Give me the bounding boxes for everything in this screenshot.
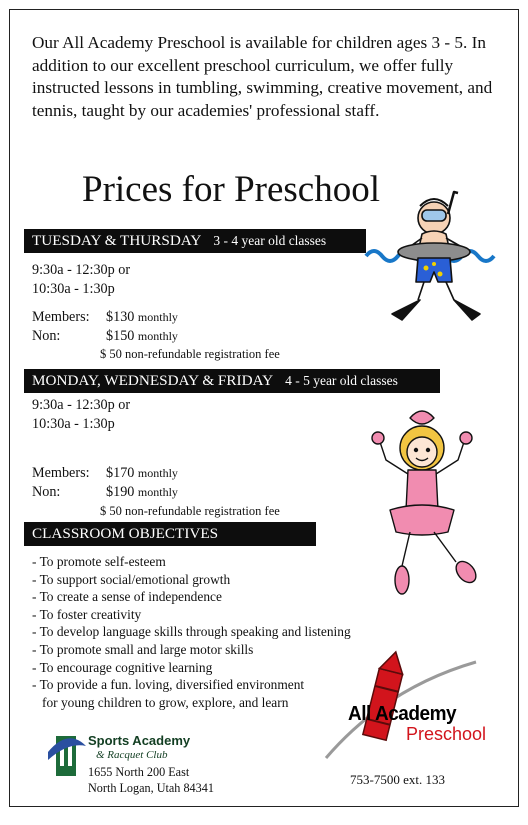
sports-academy-subtitle: & Racquet Club	[96, 749, 168, 761]
section1-heading: TUESDAY & THURSDAY	[32, 232, 202, 249]
snorkel-boy-illustration	[364, 188, 504, 338]
list-item: - To provide a fun. loving, diversified environment	[32, 677, 305, 693]
section1-heading-bar	[24, 229, 366, 253]
list-item: for young children to grow, explore, and learn	[42, 694, 289, 710]
section2-subheading: 4 - 5 year old classes	[285, 373, 398, 388]
objectives-heading-bar	[24, 522, 316, 546]
section2-heading-bar	[24, 369, 440, 393]
section2-heading: MONDAY, WEDNESDAY & FRIDAY	[32, 372, 274, 389]
section1-subheading: 3 - 4 year old classes	[213, 233, 327, 248]
section1-time2: 10:30a - 1:30p	[32, 281, 115, 297]
ballerina-girl-illustration	[350, 400, 500, 615]
list-item: - To encourage cognitive learning	[32, 659, 213, 675]
section1-non-period: monthly	[137, 329, 178, 343]
section2-time1: 9:30a - 12:30p or	[32, 397, 131, 413]
address-line1: 1655 North 200 East	[88, 765, 190, 779]
address	[88, 764, 214, 796]
page-title: Prices for Preschool	[82, 169, 380, 210]
sports-academy-logo	[46, 722, 86, 782]
section2-members-price	[106, 464, 178, 483]
section1-fee: $ 50 non-refundable registration fee	[100, 347, 280, 361]
section2-non-amount: $190	[106, 484, 135, 500]
brand-name: All Academy	[348, 703, 457, 725]
section2-members-period: monthly	[137, 466, 178, 480]
section1-non-amount: $150	[106, 328, 135, 344]
section2-non-period: monthly	[137, 485, 178, 499]
list-item: - To create a sense of independence	[32, 589, 222, 605]
section1-non-label: Non:	[32, 328, 61, 344]
objectives-heading: CLASSROOM OBJECTIVES	[32, 525, 219, 542]
section1-members-label: Members:	[32, 309, 90, 325]
list-item: - To foster creativity	[32, 606, 142, 622]
section1-time1: 9:30a - 12:30p or	[32, 262, 131, 278]
section2-members-amount: $170	[106, 465, 135, 481]
section1-members-price	[106, 308, 178, 327]
list-item: - To promote small and large motor skills	[32, 641, 254, 657]
section1-members-amount: $130	[106, 309, 135, 325]
section1-members-period: monthly	[137, 310, 178, 324]
phone-number: 753-7500 ext. 133	[350, 772, 445, 787]
section1-non-price	[106, 327, 178, 346]
list-item: - To promote self-esteem	[32, 554, 166, 569]
list-item: - To develop language skills through speaking and listening	[32, 624, 351, 640]
section2-members-label: Members:	[32, 465, 90, 481]
list-item: - To support social/emotional growth	[32, 571, 231, 587]
intro-paragraph: Our All Academy Preschool is available for children ages 3 - 5. In addition to our excellent preschool curriculum, we offer fully instructed lessons in tumbling, swimming, creative movement, and tennis, taught by our academies' professional staff.	[32, 33, 493, 120]
section2-non-label: Non:	[32, 484, 61, 500]
sports-academy-name: Sports Academy	[88, 733, 191, 748]
address-line2: North Logan, Utah 84341	[88, 781, 214, 795]
section2-fee: $ 50 non-refundable registration fee	[100, 504, 280, 518]
section2-time2: 10:30a - 1:30p	[32, 416, 115, 432]
flyer-page	[9, 9, 519, 807]
section2-non-price	[106, 483, 178, 502]
objectives-list	[32, 553, 351, 711]
brand-subtitle: Preschool	[406, 724, 487, 744]
